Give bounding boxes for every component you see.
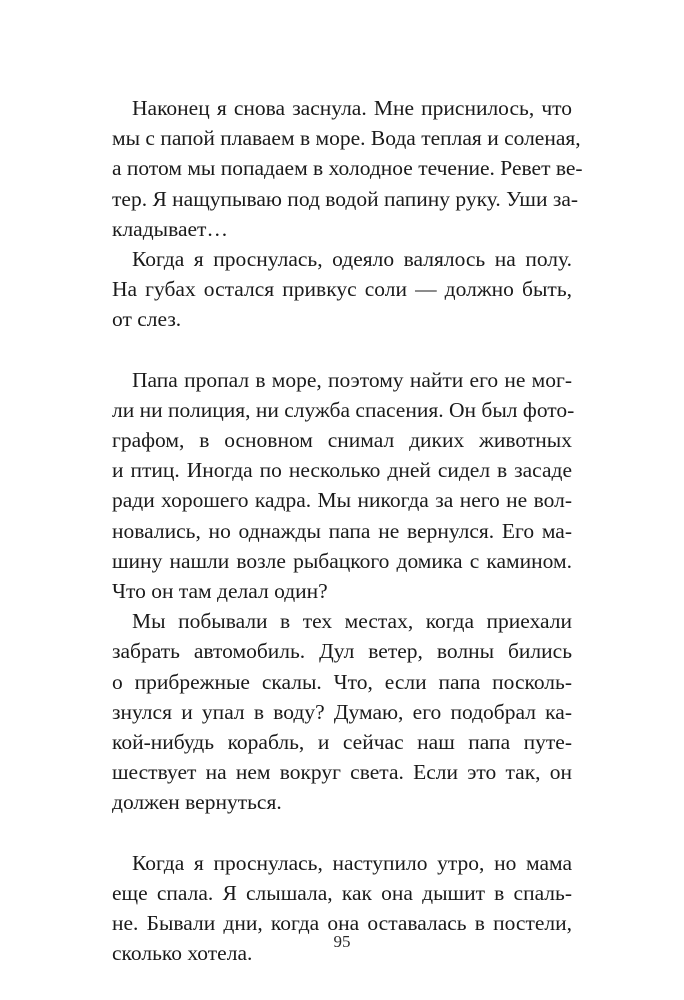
page-number: 95 <box>333 932 351 951</box>
text-line: от слез. <box>112 307 182 332</box>
text-line: кой-нибудь корабль, и сейчас наш папа путе- <box>112 729 572 754</box>
text-line: Когда я проснулась, наступило утро, но мама <box>132 850 572 875</box>
text-line: Папа пропал в море, поэтому найти его не мог- <box>132 367 572 392</box>
text-line: забрать автомобиль. Дул ветер, волны бились <box>112 639 572 664</box>
text-line: мы с папой плаваем в море. Вода теплая и соленая, <box>112 126 581 151</box>
text-line: не. Бывали дни, когда она оставалась в постели, <box>112 911 572 936</box>
text-line: ради хорошего кадра. Мы никогда за него не вол- <box>112 488 572 513</box>
text-line: графом, в основном снимал диких животных <box>112 428 572 453</box>
text-line: знулся и упал в воду? Думаю, его подобрал ка- <box>112 699 572 724</box>
text-line: шествует на нем вокруг света. Если это так, он <box>112 760 572 785</box>
text-line: ли ни полиция, ни служба спасения. Он был фото- <box>112 397 575 422</box>
text-line: На губах остался привкус соли — должно быть, <box>112 277 572 302</box>
text-line: и птиц. Иногда по несколько дней сидел в засаде <box>112 458 572 483</box>
text-line: сколько хотела. <box>112 941 253 966</box>
text-line: Что он там делал один? <box>112 579 328 603</box>
text-line: Мы побывали в тех местах, когда приехали <box>132 609 572 634</box>
text-line: шину нашли возле рыбацкого домика с камином. <box>112 548 572 573</box>
text-line: еще спала. Я слышала, как она дышит в спаль- <box>112 880 572 905</box>
page-text <box>112 93 583 968</box>
section-break <box>112 335 572 365</box>
text-line: Когда я проснулась, одеяло валялось на полу. <box>132 246 572 271</box>
text-line: о прибрежные скалы. Что, если папа посколь- <box>112 669 572 694</box>
section-break <box>112 818 572 848</box>
text-line: Наконец я снова заснула. Мне приснилось, что <box>132 96 572 120</box>
text-line: должен вернуться. <box>112 790 282 815</box>
text-line: новались, но однажды папа не вернулся. Его ма- <box>112 518 572 543</box>
text-line: тер. Я нащупываю под водой папину руку. Уши за- <box>112 186 579 211</box>
text-line: кладывает… <box>112 216 228 241</box>
text-line: а потом мы попадаем в холодное течение. Ревет ве- <box>112 156 583 181</box>
